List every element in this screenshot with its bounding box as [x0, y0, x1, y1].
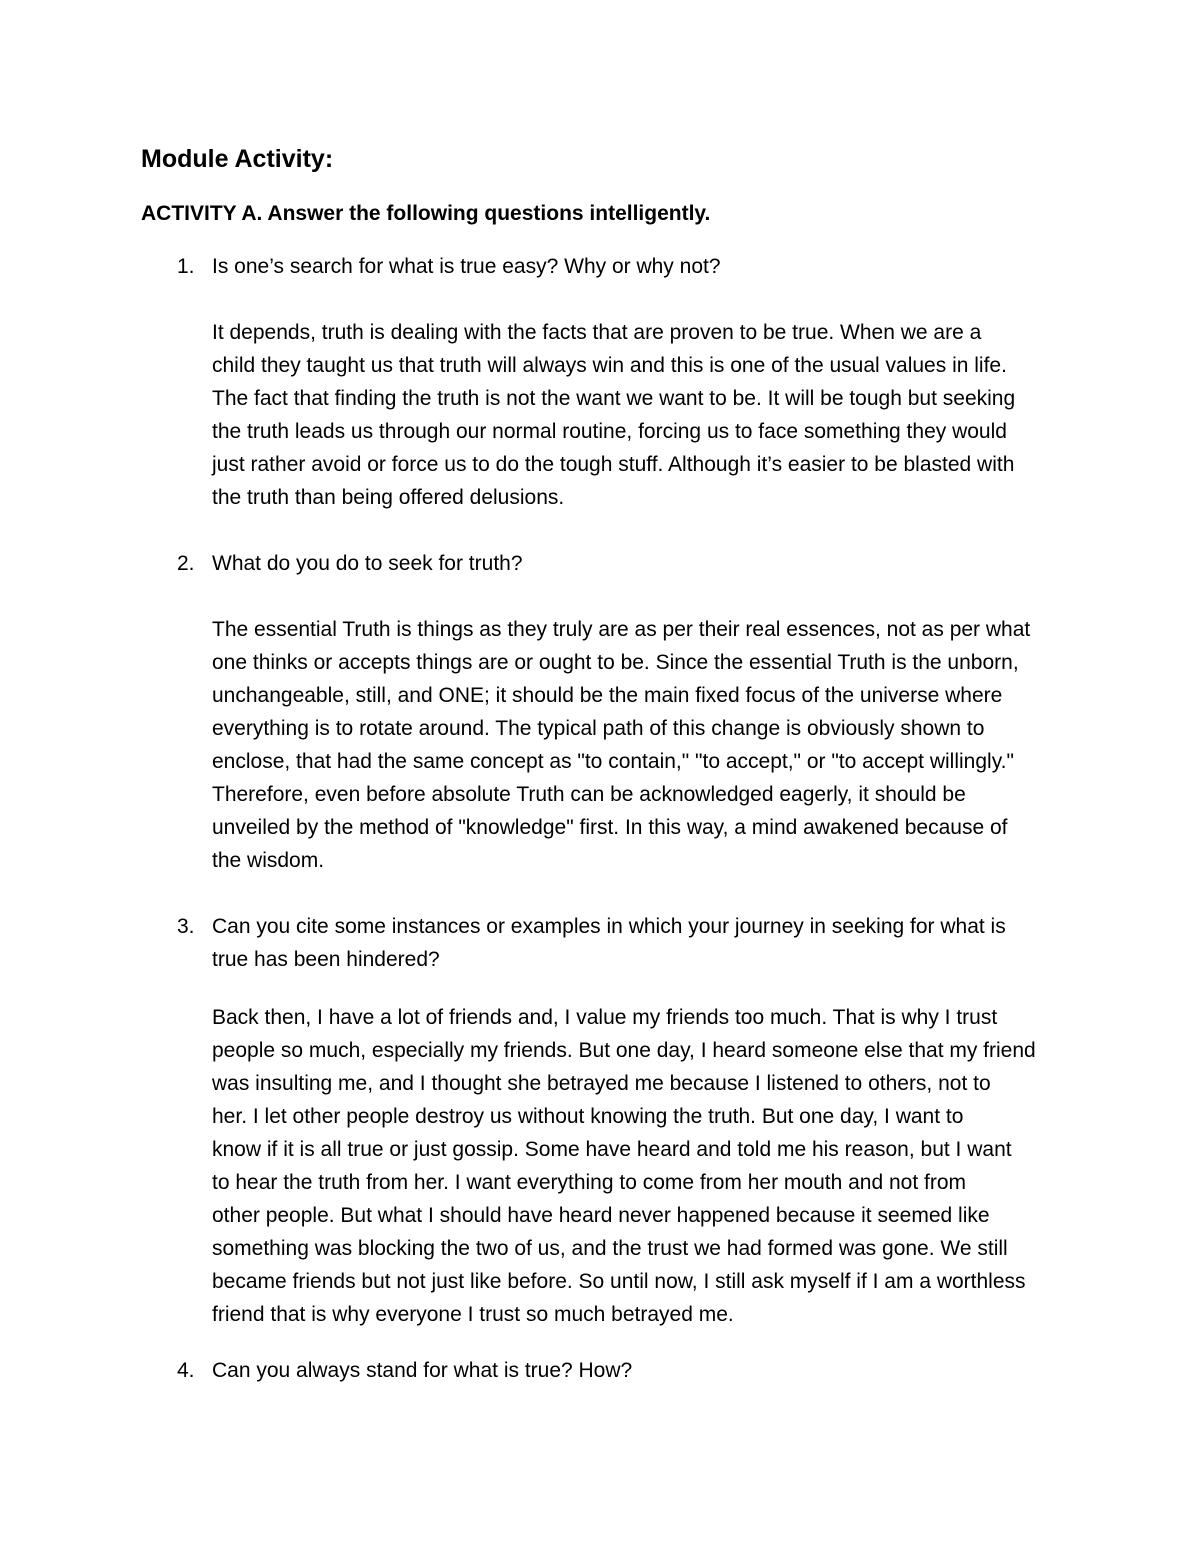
answer-line: know if it is all true or just gossip. Some have heard and told me his reason, but I want [212, 1138, 1012, 1161]
answer-line: something was blocking the two of us, and the trust we had formed was gone. We still [212, 1237, 1008, 1260]
answer-text [212, 316, 1072, 514]
answer-line: one thinks or accepts things are or ought to be. Since the essential Truth is the unborn, [212, 651, 1019, 674]
answer-text [212, 613, 1072, 877]
answer-line: friend that is why everyone I trust so much betrayed me. [212, 1303, 734, 1326]
question-number: 2. [177, 552, 195, 575]
answer-line: The fact that finding the truth is not the want we want to be. It will be tough but seeking [212, 387, 1016, 410]
question-line: Can you always stand for what is true? How? [212, 1359, 633, 1382]
question-number: 1. [177, 255, 195, 278]
answer-line: unveiled by the method of "knowledge" first. In this way, a mind awakened because of [212, 816, 1008, 839]
answer-text [212, 1001, 1072, 1331]
answer-line: the wisdom. [212, 849, 325, 872]
answer-line: to hear the truth from her. I want everything to come from her mouth and not from [212, 1171, 967, 1194]
activity-heading: ACTIVITY A. Answer the following questions intelligently. [141, 202, 711, 225]
answer-line: Back then, I have a lot of friends and, I value my friends too much. That is why I trust [212, 1006, 998, 1029]
question-number: 3. [177, 915, 195, 938]
answer-line: people so much, especially my friends. But one day, I heard someone else that my friend [212, 1039, 1036, 1062]
question-text [212, 250, 1072, 283]
answer-line: child they taught us that truth will always win and this is one of the usual values in life. [212, 354, 1007, 377]
answer-line: Therefore, even before absolute Truth can be acknowledged eagerly, it should be [212, 783, 966, 806]
question-text [212, 910, 1072, 976]
answer-line: became friends but not just like before. So until now, I still ask myself if I am a worthless [212, 1270, 1026, 1293]
question-line: Is one’s search for what is true easy? Why or why not? [212, 255, 721, 278]
answer-line: was insulting me, and I thought she betrayed me because I listened to others, not to [212, 1072, 991, 1095]
answer-line: The essential Truth is things as they truly are as per their real essences, not as per what [212, 618, 1031, 641]
question-line: true has been hindered? [212, 948, 440, 971]
answer-line: It depends, truth is dealing with the facts that are proven to be true. When we are a [212, 321, 982, 344]
answer-line: her. I let other people destroy us without knowing the truth. But one day, I want to [212, 1105, 964, 1128]
question-text [212, 547, 1072, 580]
answer-line: other people. But what I should have heard never happened because it seemed like [212, 1204, 990, 1227]
question-line: What do you do to seek for truth? [212, 552, 523, 575]
page-title: Module Activity: [141, 145, 334, 173]
question-number: 4. [177, 1359, 195, 1382]
answer-line: everything is to rotate around. The typical path of this change is obviously shown to [212, 717, 985, 740]
answer-line: unchangeable, still, and ONE; it should be the main fixed focus of the universe where [212, 684, 1003, 707]
answer-line: the truth leads us through our normal routine, forcing us to face something they would [212, 420, 1007, 443]
answer-line: enclose, that had the same concept as "to contain," "to accept," or "to accept willingly." [212, 750, 1014, 773]
question-line: Can you cite some instances or examples in which your journey in seeking for what is [212, 915, 1006, 938]
answer-line: just rather avoid or force us to do the tough stuff. Although it’s easier to be blasted with [212, 453, 1015, 476]
answer-line: the truth than being offered delusions. [212, 486, 565, 509]
question-text [212, 1354, 1072, 1387]
